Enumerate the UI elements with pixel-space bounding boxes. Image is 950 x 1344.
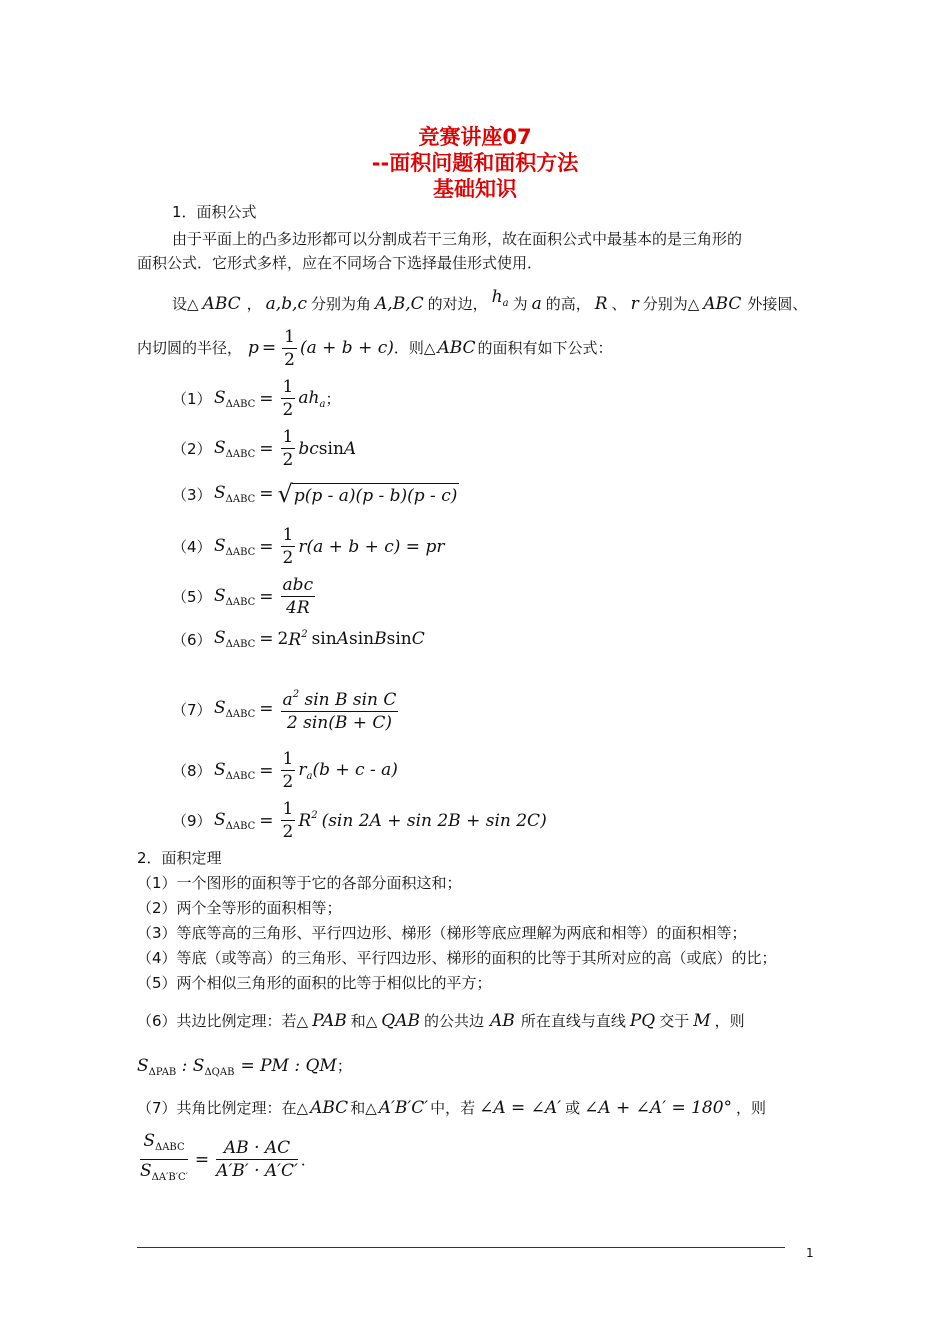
formula-2: （2） $S_{\Delta ABC}$ = $\frac{1}{2}$ bc sin A [172,427,357,470]
doc-title: 竞赛讲座07 [418,125,532,149]
formula-3: （3） $S_{\Delta ABC}$ = √ p(p - a)(p - b)(p - c) [172,480,458,508]
text: 的面积有如下公式： [477,339,613,357]
formula-4: （4） $S_{\Delta ABC}$ = $\frac{1}{2}$ r(a + b + c) = pr [172,525,445,568]
text: 分别为△ [642,295,700,313]
text: 交于 [659,1012,690,1030]
text: ．则△ [393,339,436,357]
text: 和△ [350,1012,378,1030]
formula-label: （5） [172,588,212,606]
formula-5: （5） $S_{\Delta ABC}$ = $\frac{\text{abc}}{4R}$ [172,575,314,618]
formula-8: （8） $S_{\Delta ABC}$ = $\frac{1}{2}$ $r_a(b + c - a)$ [172,749,398,792]
formula-label: （3） [172,485,212,504]
section-title: 基础知识 [433,177,517,201]
text: 外接圆、 [747,295,808,313]
text: 或 [565,1099,581,1117]
theorem-7: （7）共角比例定理：在△ ABC 和△ A′B′C′ 中，若 ∠A = ∠A′ 或 ∠A + ∠A′ = 180° ，则 [137,1098,767,1118]
theorem-6-formula: $S_{\Delta PAB}$ : $S_{\Delta QAB}$ = PM : QM； [137,1056,352,1078]
formula-7: （7） $S_{\Delta ABC}$ = $\frac{a^2 \sin B \sin C}{2 \sin(B + C)}$ [172,684,401,734]
para1-line1: 由于平面上的凸多边形都可以分割成若干三角形，故在面积公式中最基本的是三角形的 [172,230,743,248]
theorem-4: （4）等底（或等高）的三角形、平行四边形、梯形的面积的比等于其所对应的高（或底）的比； [137,949,777,967]
text: 为 [512,295,528,313]
text: 、 [611,295,627,313]
text: 的高， [545,295,591,313]
doc-subtitle: --面积问题和面积方法 [371,151,579,175]
text: 中，若 [430,1099,476,1117]
theorem-1: （1）一个图形的面积等于它的各部分面积这和； [137,874,462,892]
theorem-6: （6）共边比例定理：若△ PAB 和△ QAB 的公共边 AB 所在直线与直线 PQ 交于 M ，则 [137,1011,745,1031]
formula-label: （9） [172,812,212,830]
text: 设△ [172,295,199,313]
formula-1: （1） $S_{\Delta ABC}$ = $\frac{1}{2}$ $ah_a$ ； [172,377,341,420]
text: 分别为角 [311,295,372,313]
theorem-2: （2）两个全等形的面积相等； [137,899,342,917]
formula-label: （7） [172,700,212,719]
theorem-3: （3）等底等高的三角形、平行四边形、梯形（梯形等底应理解为两底和相等）的面积相等； [137,924,747,942]
para1-line2: 面积公式．它形式多样，应在不同场合下选择最佳形式使用． [137,254,543,272]
footer-rule [137,1247,785,1248]
formula-6: （6） $S_{\Delta ABC}$ = 2 $R^2$ sin A sin B sin C [172,628,425,650]
para3-line: 内切圆的半径， p = $\frac{1}{2}$ (a + b + c) ．则△ ABC 的面积有如下公式： [137,326,613,370]
section1-heading: 1．面积公式 [172,203,257,221]
text: ，则 [736,1099,767,1117]
para2-line: 设△ ABC ， a,b,c 分别为角 A,B,C 的对边， $h_a$ 为 a 的高， R 、 r 分别为△ ABC 外接圆、 [172,287,808,314]
text: 内切圆的半径， [137,339,243,357]
theorem-7-formula: $\frac{S_{\Delta ABC}}{S_{\Delta A'B'C'}}$ = $\frac{AB \cdot AC}{A'B' \cdot A'C'}$ ． [140,1131,316,1183]
text: 的对边， [427,295,488,313]
text: （7）共角比例定理：在△ [137,1099,309,1117]
text: ，则 [714,1012,745,1030]
section2-heading: 2．面积定理 [137,849,222,867]
formula-label: （6） [172,630,212,649]
formula-9: （9） $S_{\Delta ABC}$ = $\frac{1}{2}$ $R^2$ (sin 2A + sin 2B + sin 2C) [172,799,547,842]
formula-label: （1） [172,390,212,408]
formula-label: （8） [172,762,212,780]
page-number: 1 [806,1246,814,1260]
formula-label: （4） [172,538,212,556]
text: 和△ [350,1099,377,1117]
text: （6）共边比例定理：若△ [137,1012,309,1030]
formula-label: （2） [172,440,212,458]
text: 的公共边 [424,1012,485,1030]
theorem-5: （5）两个相似三角形的面积的比等于相似比的平方； [137,974,492,992]
text: 所在直线与直线 [520,1012,626,1030]
